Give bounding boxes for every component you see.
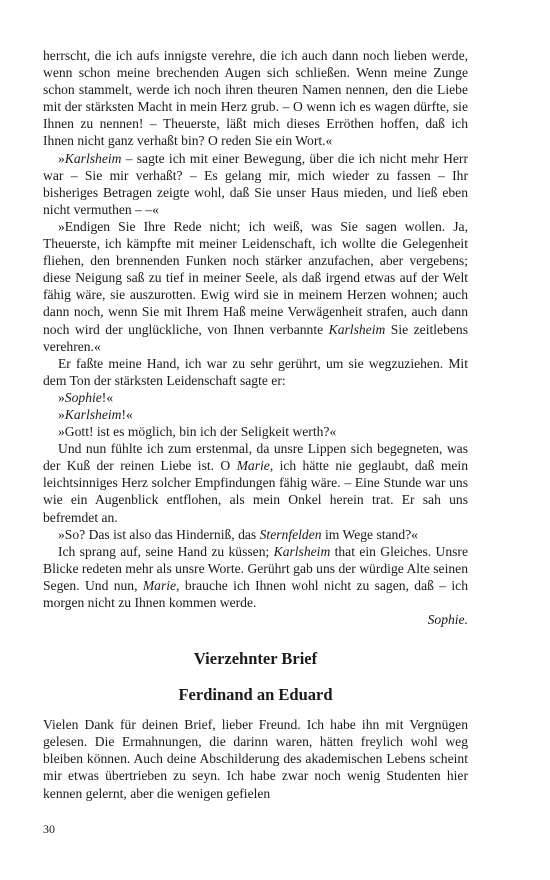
text-run: im Wege stand?«: [321, 526, 418, 542]
paragraph: [43, 423, 468, 440]
paragraph: [43, 716, 468, 801]
italic-name: Karlsheim: [273, 543, 331, 559]
page-number: 30: [43, 822, 55, 836]
text-run: , ich hätte nie geglaubt, daß mein leichtsinniges Herz solcher Empfindungen fähig wäre. – Eine Stunde war uns wie ein Augenblick entflohen, als mein Onkel herein trat. Er sah uns befremdet an.: [43, 458, 469, 525]
text-run: »: [58, 150, 65, 166]
paragraph: [43, 526, 468, 543]
paragraph: [43, 543, 468, 611]
text-run: »: [58, 406, 65, 422]
letter-heading: Ferdinand an Eduard: [178, 685, 333, 705]
text-run: Sie zeitlebens verehren.«: [43, 321, 468, 354]
text-run: – sagte ich mit einer Bewegung, über die ich nicht mehr Herr war – Sie mir verhaßt? – Es gelang mir, mich wieder zu fassen – Ihr bisheriges Betragen zeigte wohl, daß Sie unser Haus mieden, und ließ eben nicht vermuthen – –«: [43, 150, 468, 217]
next-letter-body: [43, 716, 468, 801]
paragraph: [43, 218, 468, 355]
signature-text: Sophie.: [427, 612, 468, 628]
paragraph: [43, 355, 468, 389]
italic-name: Karlsheim: [328, 321, 386, 337]
text-run: »Endigen Sie Ihre Rede nicht; ich weiß, was Sie sagen wollen. Ja, Theuerste, ich kämpfte mit meiner Leidenschaft, ich wollte die Gelegenheit fliehen, den brennenden Funken noch stärker anzufachen, aber vergebens; diese Neigung saß zu tief in meiner Seele, als daß irgend etwas auf der Welt fähig wäre, sie auszurotten. Ewig wird sie in meinem Herzen wohnen; auch dann noch, wenn Sie mit Ihrem Haß meine Verwägenheit strafen, auch dann noch wird der unglückliche, von Ihnen verbannte: [43, 218, 468, 337]
text-run: Ich sprang auf, seine Hand zu küssen;: [58, 543, 274, 559]
paragraph: [43, 47, 468, 150]
text-run: »: [58, 389, 65, 405]
text-run: Vielen Dank für deinen Brief, lieber Freund. Ich habe ihn mit Vergnügen gelesen. Die Ermahnungen, die darinn waren, hätten freylich wohl weg bleiben können. Auch deine Abschilderung des akademischen Lebens scheint mir etwas übertrieben zu seyn. Ich habe zwar noch wenig Studenten hier kennen gelernt, aber die wenigen gefielen: [43, 717, 468, 801]
text-run: !«: [121, 406, 133, 422]
paragraph: [43, 406, 468, 423]
paragraph: [43, 150, 468, 218]
italic-name: Marie: [236, 458, 270, 474]
text-run: »So? Das ist also das Hinderniß, das: [58, 526, 260, 542]
paragraph: [43, 440, 468, 525]
text-run: that ein Gleiches. Unsre Blicke redeten mehr als unsre Worte. Gerührt gab uns der würdige Alte seinen Segen. Und nun,: [43, 543, 468, 593]
italic-name: Sophie: [64, 389, 102, 405]
italic-name: Karlsheim: [64, 406, 122, 422]
text-run: !«: [101, 389, 114, 405]
italic-name: Marie: [142, 577, 177, 593]
page-text: [43, 47, 468, 802]
text-run: Und nun fühlte ich zum erstenmal, da unsre Lippen sich begegneten, was der Kuß der reinen Liebe ist. O: [43, 441, 468, 474]
letter-body: [43, 47, 468, 611]
text-run: »Gott! ist es möglich, bin ich der Seligkeit werth?«: [58, 424, 337, 440]
italic-name: Sternfelden: [259, 526, 322, 542]
text-run: , brauche ich Ihnen wohl nicht zu sagen, daß – ich morgen nicht zu Ihnen kommen werde.: [43, 577, 469, 610]
signature: [43, 611, 468, 628]
text-run: Er faßte meine Hand, ich war zu sehr gerührt, um sie wegzuziehen. Mit dem Ton der stärksten Leidenschaft sagte er:: [43, 355, 468, 388]
chapter-heading: Vierzehnter Brief: [193, 649, 318, 669]
paragraph: [43, 389, 468, 406]
italic-name: Karlsheim: [64, 150, 122, 166]
text-run: herrscht, die ich aufs innigste verehre, die ich auch dann noch lieben werde, wenn schon meine brechenden Augen sich schließen. Wenn meine Zunge schon stammelt, werde ich noch ihren theuren Namen nennen, den die Liebe mit der stärksten Macht in mein Herz grub. – O wenn ich es wagen dürfte, sie Ihnen zu nennen! – Theuerste, läßt mich dieses Erröthen hoffen, daß ich Ihnen nicht ganz verhaßt bin? O reden Sie ein Wort.«: [43, 48, 468, 149]
